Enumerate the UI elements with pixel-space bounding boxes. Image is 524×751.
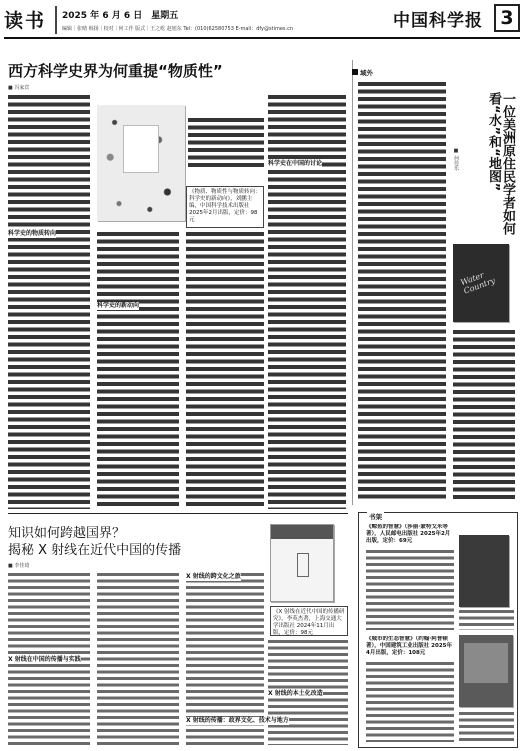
bookshelf-item-2-text <box>366 662 454 742</box>
lead-body-col-4 <box>268 95 346 509</box>
lead-subhead-2: 科学史的新动向 <box>97 302 140 309</box>
lead-byline: ■ 冯家宾 <box>8 85 30 91</box>
bookshelf-label: 书架 <box>369 513 382 521</box>
sidebar-body-col-2 <box>453 330 515 502</box>
bookshelf-item-1-text <box>366 550 454 630</box>
column-label: 域外 <box>360 69 373 77</box>
second-book-caption: 《X 射线在近代中国的传播研究》，李英杰著，上海交通大学出版社 2024年11月出版，定价：98元 <box>270 606 348 636</box>
lead-headline: 西方科学史界为何重提“物质性” <box>8 62 223 80</box>
masthead-rule <box>4 37 520 39</box>
bookshelf-book-1-cover <box>459 535 509 607</box>
second-subhead-2: X 射线的跨文化之旅 <box>186 573 241 580</box>
bookshelf-item-2-note <box>459 712 514 742</box>
book-cover-mark <box>297 553 309 577</box>
masthead-divider <box>55 6 57 34</box>
lead-subhead-1: 科学史的物质转向 <box>8 230 57 237</box>
bookshelf-item-1-note <box>459 610 514 630</box>
bookshelf-book-2-cover <box>459 635 513 707</box>
lead-book-cover <box>97 105 185 221</box>
masthead <box>0 0 524 42</box>
article-divider <box>8 513 348 514</box>
lead-body-col-1 <box>8 95 90 509</box>
second-headline-line-2: 揭秘 X 射线在近代中国的传播 <box>8 543 182 558</box>
book-cover-scene <box>464 643 508 683</box>
book-title-band <box>123 125 159 173</box>
lead-body-col-2 <box>97 232 179 509</box>
sidebar-body-col-1 <box>358 82 446 502</box>
book-cover-script: Water Country <box>459 270 497 296</box>
second-headline <box>8 525 181 559</box>
paper-logo: 中国科学报 <box>393 11 483 31</box>
lead-body-col-3 <box>186 232 264 509</box>
second-subhead-1: X 射线在中国的传播与实践 <box>8 656 81 663</box>
bookshelf-item-1-title: 《鲸鱼的智慧》（莎丽·蒙特戈米等著），人民邮电出版社 2025年2月出版，定价：69元 <box>366 524 451 544</box>
sidebar-book-cover <box>453 244 509 322</box>
column-label-marker <box>352 69 358 75</box>
page-number: 3 <box>494 4 520 32</box>
second-subhead-3: X 射线的传播：政界文化、技术与地方 <box>186 717 289 724</box>
issue-date: 2025 年 6 月 6 日 星期五 <box>62 11 179 21</box>
second-book-cover <box>270 524 334 602</box>
second-subhead-4: X 射线的本土化改造 <box>268 690 323 697</box>
bookshelf-item-2-title: 《城市的生态智慧》（约翰·阿普顿著），中国建筑工业出版社 2025年4月出版，定价：108元 <box>366 636 452 656</box>
lead-intro-text <box>188 118 264 168</box>
second-body-col-2 <box>97 573 179 745</box>
second-byline: ■ 李佳琦 <box>8 563 30 569</box>
book-cover-band <box>271 525 333 539</box>
lead-book-caption: 《物质、物质性与物质转向：科学史的新动向》，刘鹏主编，中国科学技术出版社 2025年2月出版，定价：98元 <box>186 186 264 228</box>
editor-credits: 编辑｜张晴 韩扬｜校对｜何工作 版式｜王之屹 赵旭东 Tel：(010)62580753 E-mail：dfy@stimes.cn <box>62 26 294 32</box>
sidebar-rule <box>352 60 353 505</box>
sidebar-title: 一位美洲原住民学者如何看“水”和“地图” <box>486 92 515 235</box>
section-name: 读书 <box>4 10 47 32</box>
lead-subhead-3: 科学史在中国的讨论 <box>268 160 323 167</box>
sidebar-byline: ■ 何佳乐 <box>453 148 459 171</box>
second-headline-line-1: 知识如何跨越国界？ <box>8 526 126 541</box>
